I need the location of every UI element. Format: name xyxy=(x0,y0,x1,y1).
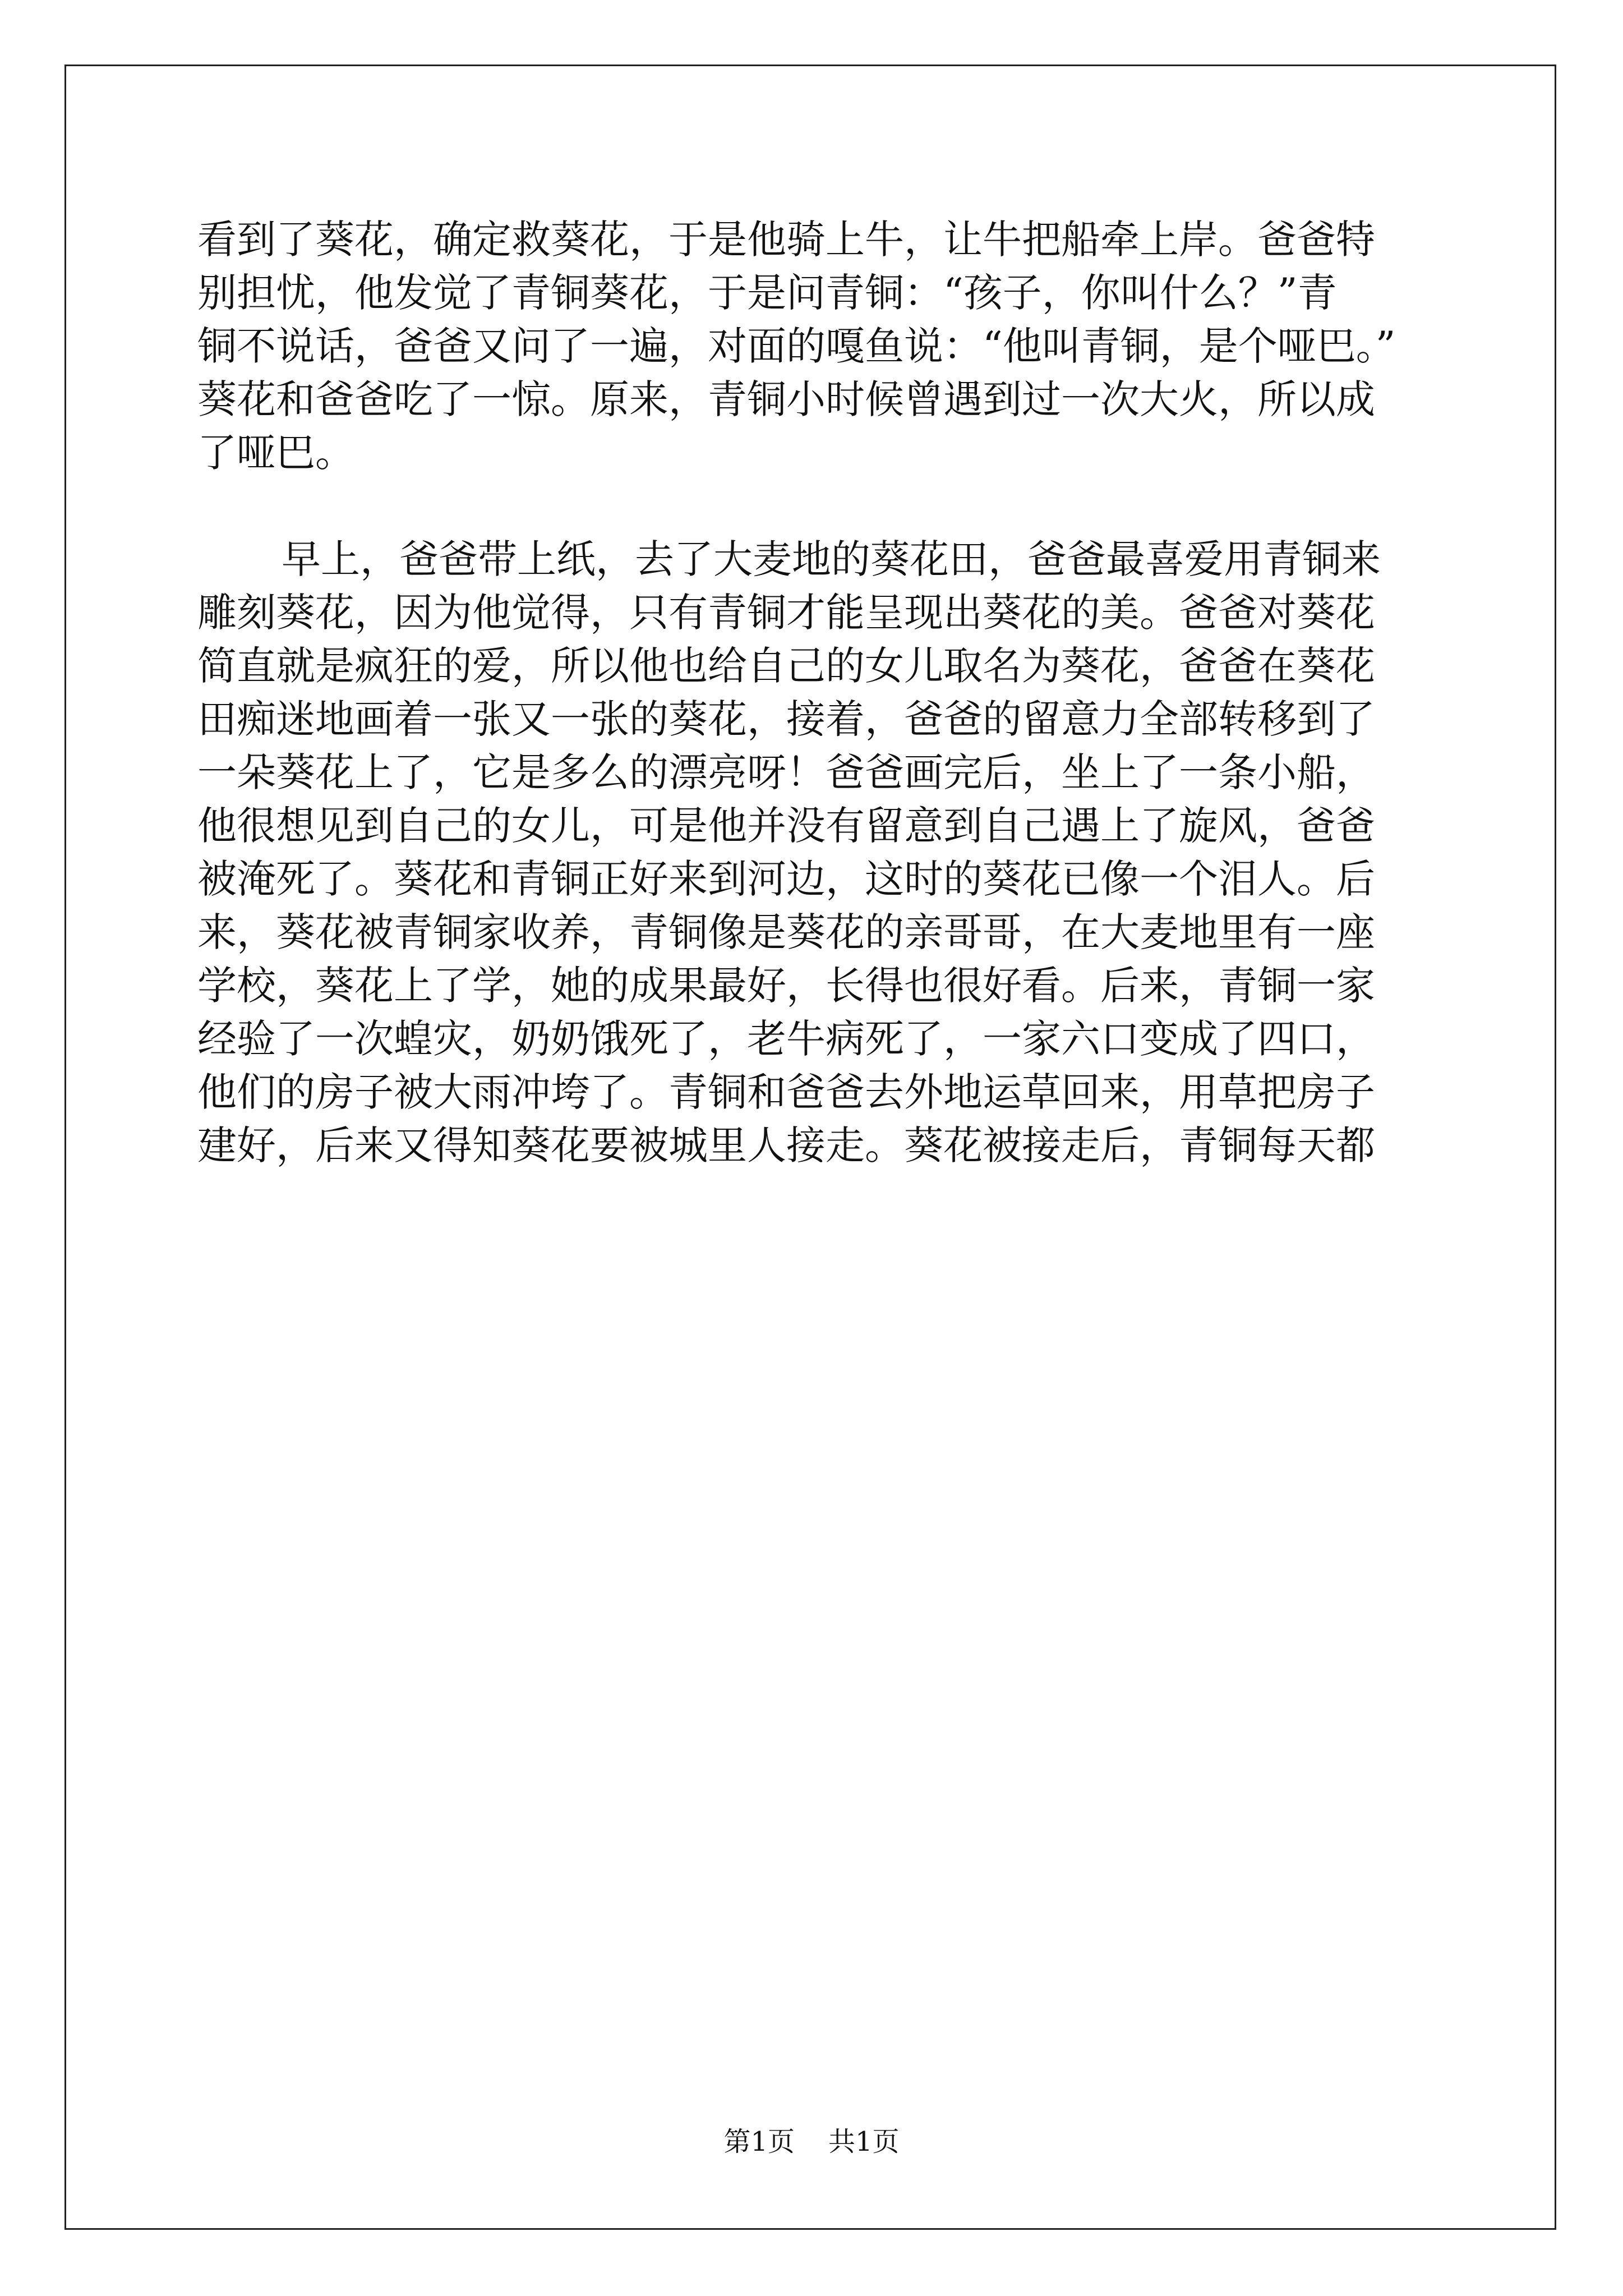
text-line: 他们的房子被大雨冲垮了。青铜和爸爸去外地运草回来，用草把房子 xyxy=(197,1069,1375,1115)
text-line: 学校，葵花上了学，她的成果最好，长得也很好看。后来，青铜一家 xyxy=(197,963,1375,1009)
text-line: 看到了葵花，确定救葵花，于是他骑上牛，让牛把船牵上岸。爸爸特 xyxy=(197,217,1375,263)
text-line: 来，葵花被青铜家收养，青铜像是葵花的亲哥哥，在大麦地里有一座 xyxy=(197,909,1375,955)
page-total: 共1页 xyxy=(828,2126,900,2157)
text-line: 别担忧，他发觉了青铜葵花，于是问青铜：“孩子，你叫什么？”青 xyxy=(197,270,1337,316)
text-line: 简直就是疯狂的爱，所以他也给自己的女儿取名为葵花，爸爸在葵花 xyxy=(197,643,1375,689)
text-line: 他很想见到自己的女儿，可是他并没有留意到自己遇上了旋风，爸爸 xyxy=(197,803,1375,849)
text-line: 建好，后来又得知葵花要被城里人接走。葵花被接走后，青铜每天都 xyxy=(197,1122,1375,1168)
page-number: 第1页 xyxy=(723,2126,795,2157)
text-line: 雕刻葵花，因为他觉得，只有青铜才能呈现出葵花的美。爸爸对葵花 xyxy=(197,590,1375,636)
text-line: 一朵葵花上了，它是多么的漂亮呀！爸爸画完后，坐上了一条小船， xyxy=(197,749,1375,795)
text-line: 了哑巴。 xyxy=(197,430,354,476)
page-footer xyxy=(0,2125,1623,2159)
text-line: 铜不说话，爸爸又问了一遍，对面的嘎鱼说：“他叫青铜，是个哑巴。” xyxy=(197,323,1396,369)
document-body xyxy=(197,213,1493,1172)
text-line: 田痴迷地画着一张又一张的葵花，接着，爸爸的留意力全部转移到了 xyxy=(197,696,1375,742)
text-line: 经验了一次蝗灾，奶奶饿死了，老牛病死了，一家六口变成了四口， xyxy=(197,1016,1375,1062)
text-line: 被淹死了。葵花和青铜正好来到河边，这时的葵花已像一个泪人。后 xyxy=(197,856,1375,902)
text-line: 葵花和爸爸吃了一惊。原来，青铜小时候曾遇到过一次大火，所以成 xyxy=(197,376,1375,422)
paragraph-first-line: 早上，爸爸带上纸，去了大麦地的葵花田，爸爸最喜爱用青铜来 xyxy=(282,536,1381,582)
